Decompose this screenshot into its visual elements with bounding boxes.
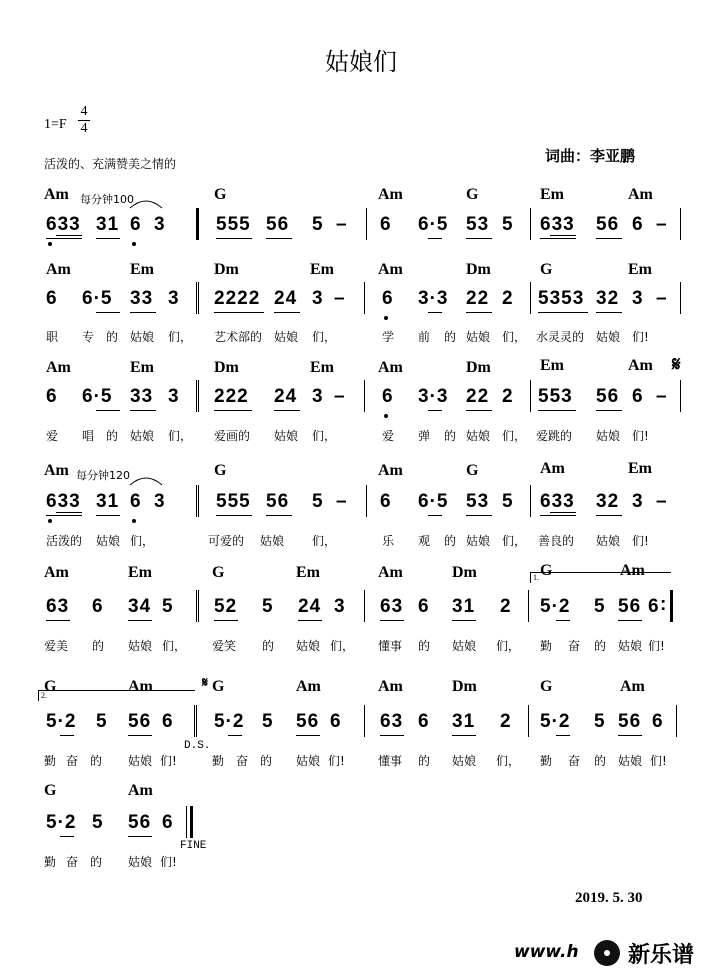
note-group: 2222 [214, 288, 261, 309]
note-group: 22 [466, 288, 490, 309]
note-group: 56 [296, 711, 320, 732]
note-group: 6 [92, 596, 104, 617]
lyric: 姑娘 [130, 330, 155, 344]
slur [130, 201, 162, 208]
lyric: 善良的 [538, 534, 575, 548]
chord: Am [620, 562, 645, 579]
lyric: 们， [496, 639, 521, 653]
note-group: 633 [540, 491, 575, 512]
note-group: – [656, 288, 668, 309]
lyric: 爱美 [44, 639, 69, 653]
lyric: 姑娘 [96, 534, 121, 548]
note-group: 53 [466, 214, 490, 235]
lyric: 们， [496, 754, 521, 768]
note-group: – [656, 386, 668, 407]
note-group: 5 [92, 812, 104, 833]
note-group: 6 [162, 711, 174, 732]
lyric: 水灵灵的 [536, 330, 585, 344]
chord: Am [128, 678, 153, 695]
lyric: 姑娘 [274, 429, 299, 443]
note-group: 555 [216, 491, 251, 512]
note-group: – [336, 491, 348, 512]
lyric: 们! [632, 330, 649, 344]
note-group: 633 [46, 491, 81, 512]
lyric: 姑娘 [618, 639, 643, 653]
lyric: 的 [418, 639, 431, 653]
lyric: 们! [632, 534, 649, 548]
note-group: 5 [96, 711, 108, 732]
segno-icon: 𝄋 [202, 676, 209, 691]
note-group: 6 [382, 386, 394, 407]
lyric: 勤 [44, 855, 57, 869]
lyric: 姑娘 [466, 330, 491, 344]
note-group: 24 [274, 386, 298, 407]
ds-marking: D.S. [184, 740, 211, 752]
lyric: 爱画的 [214, 429, 251, 443]
note-group: 56 [596, 386, 620, 407]
lyric: 姑娘 [274, 330, 299, 344]
chord: Em [130, 359, 154, 376]
note-group: 3 [168, 386, 180, 407]
lyric: 姑娘 [128, 639, 153, 653]
lyric: 活泼的 [46, 534, 83, 548]
note-group: 6 [330, 711, 342, 732]
lyric: 的 [106, 429, 119, 443]
note-group: 33 [130, 288, 154, 309]
note-group: 5·2 [46, 812, 77, 833]
chord: Em [310, 359, 334, 376]
note-group: 31 [452, 711, 476, 732]
date-stamp: 2019. 5. 30 [575, 890, 643, 906]
chord: Am [540, 460, 565, 477]
note-group: – [334, 288, 346, 309]
chord: Em [540, 357, 564, 374]
lyric: 艺术部的 [214, 330, 263, 344]
note-group: 32 [596, 288, 620, 309]
chord: Em [628, 460, 652, 477]
chord: G [540, 678, 553, 695]
chord: Em [540, 186, 564, 203]
chord: Am [46, 359, 71, 376]
lyric: 姑娘 [296, 639, 321, 653]
chord: Am [378, 359, 403, 376]
lyric: 懂事 [378, 639, 403, 653]
chord: Em [130, 261, 154, 278]
note-group: 633 [46, 214, 81, 235]
note-group: 31 [96, 491, 120, 512]
lyric: 们! [328, 754, 345, 768]
note-group: 3 [168, 288, 180, 309]
time-signature-bottom: 4 [80, 121, 88, 136]
lyric: 姑娘 [128, 754, 153, 768]
lyric: 专 [82, 330, 95, 344]
note-group: – [656, 491, 668, 512]
note-group: 5·2 [540, 711, 571, 732]
note-group: 5 [312, 214, 324, 235]
note-group: 6 [162, 812, 174, 833]
chord: Am [44, 462, 69, 479]
note-group: 63 [46, 596, 70, 617]
volta-number: 1. [533, 573, 539, 582]
lyric: 奋 [66, 754, 79, 768]
chord: G [212, 678, 225, 695]
chord: Am [44, 186, 69, 203]
note-group: 52 [214, 596, 238, 617]
chord: Am [378, 186, 403, 203]
note-group: 5 [162, 596, 174, 617]
lyric: 奋 [568, 639, 581, 653]
lyric: 勤 [212, 754, 225, 768]
chord: Am [44, 564, 69, 581]
note-group: 22 [466, 386, 490, 407]
note-group: – [334, 386, 346, 407]
lyric: 姑娘 [618, 754, 643, 768]
chord: G [466, 186, 479, 203]
lyric: 前 [418, 330, 431, 344]
note-group: 6 [46, 386, 58, 407]
lyric: 奋 [236, 754, 249, 768]
chord: Am [46, 261, 71, 278]
lyric: 的 [90, 855, 103, 869]
note-group: 5·2 [214, 711, 245, 732]
note-group: 2 [500, 596, 512, 617]
note-group: 31 [452, 596, 476, 617]
lyric: 的 [594, 639, 607, 653]
chord: Dm [452, 564, 477, 581]
note-group: 6 [652, 711, 664, 732]
chord: Am [296, 678, 321, 695]
lyric: 们! [648, 639, 665, 653]
time-signature-top: 4 [78, 104, 90, 121]
lyric: 姑娘 [466, 429, 491, 443]
note-group: 222 [214, 386, 249, 407]
lyric: 们， [312, 534, 337, 548]
lyric: 姑娘 [296, 754, 321, 768]
note-group: 555 [216, 214, 251, 235]
lyric: 爱 [46, 429, 59, 443]
note-group: 6·5 [82, 386, 113, 407]
note-group: 3 [154, 214, 166, 235]
lyric: 学 [382, 330, 395, 344]
lyric: 勤 [540, 639, 553, 653]
lyric: 们! [160, 754, 177, 768]
note-group: 3 [154, 491, 166, 512]
lyric: 的 [106, 330, 119, 344]
note-group: 5 [502, 214, 514, 235]
lyric: 们， [502, 429, 527, 443]
note-group: 6·5 [418, 491, 449, 512]
note-group: 56 [618, 596, 642, 617]
lyric: 姑娘 [596, 534, 621, 548]
chord: Am [378, 678, 403, 695]
chord: Em [628, 261, 652, 278]
lyric: 奋 [568, 754, 581, 768]
note-group: 5 [312, 491, 324, 512]
repeat-sign: : [660, 594, 668, 615]
note-group: 5 [594, 596, 606, 617]
note-group: 5 [594, 711, 606, 732]
lyric: 的 [444, 330, 457, 344]
lyric: 的 [90, 754, 103, 768]
lyric: 奋 [66, 855, 79, 869]
lyric: 姑娘 [466, 534, 491, 548]
note-group: 5·2 [46, 711, 77, 732]
note-group: 6 [46, 288, 58, 309]
lyric: 爱跳的 [536, 429, 573, 443]
lyric: 乐 [382, 534, 395, 548]
chord: Am [628, 186, 653, 203]
lyric: 勤 [540, 754, 553, 768]
note-group: 56 [128, 812, 152, 833]
note-group: 24 [274, 288, 298, 309]
chord: Em [128, 564, 152, 581]
lyric: 勤 [44, 754, 57, 768]
lyric: 的 [418, 754, 431, 768]
lyric: 们! [160, 855, 177, 869]
note-group: – [656, 214, 668, 235]
volta-number: 2. [41, 691, 47, 700]
page-title: 姑娘们 [325, 48, 397, 76]
key-signature: 1=F [44, 117, 67, 132]
lyric: 们， [330, 639, 355, 653]
note-group: 5 [262, 711, 274, 732]
lyric: 姑娘 [260, 534, 285, 548]
lyric: 们， [502, 330, 527, 344]
note-group: 2 [500, 711, 512, 732]
lyric: 爱笑 [212, 639, 237, 653]
note-group: 56 [128, 711, 152, 732]
note-group: 34 [128, 596, 152, 617]
lyric: 懂事 [378, 754, 403, 768]
lyric: 姑娘 [596, 429, 621, 443]
chord: Am [378, 564, 403, 581]
note-group: 5 [502, 491, 514, 512]
note-group: 6 [382, 288, 394, 309]
note-group: 6 [130, 214, 142, 235]
note-group: 24 [298, 596, 322, 617]
note-group: 5 [262, 596, 274, 617]
chord: Em [296, 564, 320, 581]
note-group: 6 [418, 711, 430, 732]
chord: G [466, 462, 479, 479]
slur [130, 478, 162, 485]
note-group: 3 [334, 596, 346, 617]
note-group: 633 [540, 214, 575, 235]
note-group: 3·3 [418, 386, 449, 407]
chord: Am [620, 678, 645, 695]
note-group: 32 [596, 491, 620, 512]
note-group: 33 [130, 386, 154, 407]
note-group: 56 [266, 214, 290, 235]
lyric: 姑娘 [452, 754, 477, 768]
note-group: 53 [466, 491, 490, 512]
lyric: 职 [46, 330, 59, 344]
lyric: 们， [312, 330, 337, 344]
chord: G [212, 564, 225, 581]
chord: Am [378, 462, 403, 479]
note-group: 6 [380, 491, 392, 512]
note-group: 3 [632, 288, 644, 309]
lyric: 唱 [82, 429, 95, 443]
lyric: 的 [594, 754, 607, 768]
note-group: 6 [418, 596, 430, 617]
note-group: 6 [648, 596, 660, 617]
lyric: 们， [312, 429, 337, 443]
lyric: 观 [418, 534, 431, 548]
tempo-marking: 每分钟100 [80, 193, 134, 206]
expression-marking: 活泼的、充满赞美之情的 [44, 157, 177, 171]
note-group: 3·3 [418, 288, 449, 309]
note-group: 5·2 [540, 596, 571, 617]
lyric: 的 [262, 639, 275, 653]
lyric: 的 [92, 639, 105, 653]
note-group: 3 [312, 288, 324, 309]
chord: Dm [466, 359, 491, 376]
chord: Dm [452, 678, 477, 695]
chord: Am [378, 261, 403, 278]
note-group: 31 [96, 214, 120, 235]
note-group: 6 [380, 214, 392, 235]
chord: G [44, 678, 57, 695]
chord: G [540, 562, 553, 579]
lyric: 们， [502, 534, 527, 548]
lyric: 可爱的 [208, 534, 245, 548]
lyric: 姑娘 [128, 855, 153, 869]
fine-marking: FINE [180, 840, 207, 852]
chord: Am [628, 357, 653, 374]
lyric: 弹 [418, 429, 431, 443]
lyric: 姑娘 [130, 429, 155, 443]
lyric: 们， [162, 639, 187, 653]
note-group: 6·5 [418, 214, 449, 235]
note-group: 2 [502, 386, 514, 407]
lyric: 们! [632, 429, 649, 443]
record-disc-icon [594, 940, 620, 966]
lyric: 的 [444, 534, 457, 548]
note-group: 3 [632, 491, 644, 512]
lyric: 姑娘 [452, 639, 477, 653]
note-group: 6 [632, 386, 644, 407]
note-group: – [336, 214, 348, 235]
chord: Dm [466, 261, 491, 278]
chord: Em [310, 261, 334, 278]
note-group: 553 [538, 386, 573, 407]
chord: G [540, 261, 553, 278]
author-credit: 词曲：李亚鹏 [545, 147, 636, 165]
watermark-url: www.h [514, 942, 579, 962]
note-group: 5353 [538, 288, 585, 309]
note-group: 56 [596, 214, 620, 235]
lyric: 们， [130, 534, 155, 548]
lyric: 爱 [382, 429, 395, 443]
chord: Am [128, 782, 153, 799]
chord: G [214, 186, 227, 203]
note-group: 6 [130, 491, 142, 512]
lyric: 的 [260, 754, 273, 768]
watermark-brand: 新乐谱 [628, 943, 695, 968]
chord: G [214, 462, 227, 479]
tempo-marking: 每分钟120 [76, 469, 130, 482]
note-group: 2 [502, 288, 514, 309]
lyric: 们! [650, 754, 667, 768]
lyric: 姑娘 [596, 330, 621, 344]
note-group: 3 [312, 386, 324, 407]
chord: Dm [214, 359, 239, 376]
lyric: 的 [444, 429, 457, 443]
note-group: 6 [632, 214, 644, 235]
chord: G [44, 782, 57, 799]
note-group: 56 [618, 711, 642, 732]
note-group: 6·5 [82, 288, 113, 309]
lyric: 们， [168, 429, 193, 443]
note-group: 63 [380, 711, 404, 732]
segno-icon: 𝄋 [672, 354, 681, 376]
chord: Dm [214, 261, 239, 278]
note-group: 56 [266, 491, 290, 512]
note-group: 63 [380, 596, 404, 617]
lyric: 们， [168, 330, 193, 344]
